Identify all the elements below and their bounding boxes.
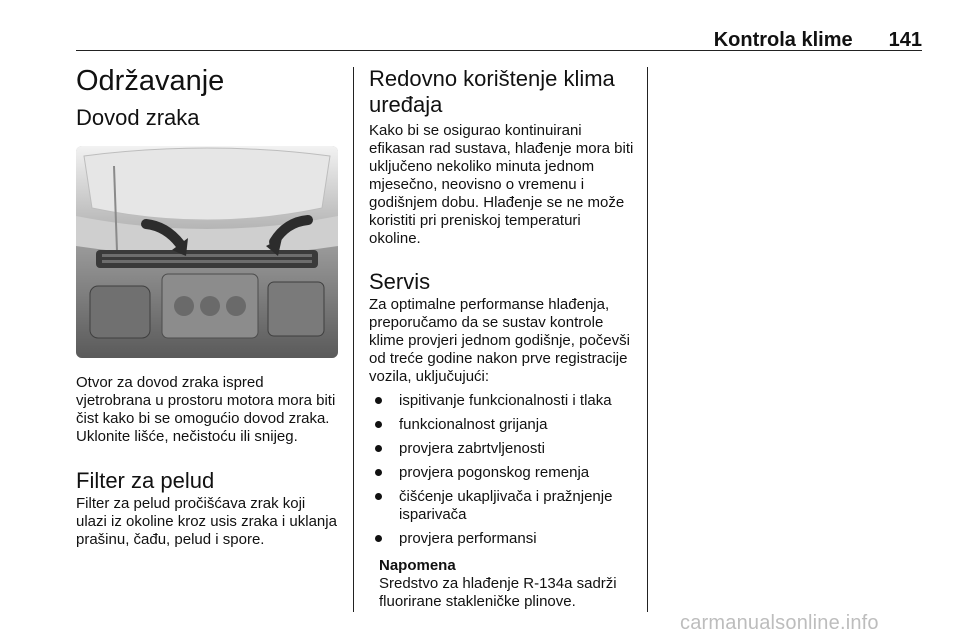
header-chapter-title: Kontrola klime — [713, 28, 853, 51]
column-divider-right — [647, 67, 648, 612]
bullet-icon — [375, 445, 382, 452]
page-header — [76, 28, 922, 52]
engine-bay-photo — [76, 146, 338, 358]
bullet-icon — [375, 493, 382, 500]
section-title-pollen-filter: Filter za pelud — [76, 468, 215, 493]
air-intake-body: Otvor za dovod zraka ispred vjetrobrana u prostoru motora mora biti čist kako bi se omogućio dovod zraka. Uklonite lišće, nečistoću ili snijeg. — [76, 374, 336, 445]
bullet-icon — [375, 421, 382, 428]
note-box — [379, 557, 635, 611]
service-checklist — [369, 392, 635, 548]
regular-use-body: Kako bi se osigurao kontinuirani efikasan rad sustava, hlađenje mora biti uključeno nekoliko minuta jednom mjesečno, neovisno o vremenu i godišnjem dobu. Hlađenje se ne može koristiti pri preniskoj temperaturi okoline. — [369, 122, 634, 247]
page-number: 141 — [888, 28, 922, 51]
left-column — [76, 64, 338, 549]
list-item: čišćenje ukapljivača i pražnjenje isparivača — [369, 488, 635, 524]
list-item: provjera pogonskog remenja — [369, 464, 635, 482]
bullet-icon — [375, 535, 382, 542]
section-title-regular-use: Redovno korištenje klima uređaja — [369, 66, 615, 117]
list-item: ispitivanje funkcionalnosti i tlaka — [369, 392, 635, 410]
bullet-icon — [375, 397, 382, 404]
bullet-icon — [375, 469, 382, 476]
section-title-service: Servis — [369, 269, 431, 294]
section-title-air-intake: Dovod zraka — [76, 105, 200, 130]
watermark: carmanualsonline.info — [680, 612, 879, 634]
column-divider-left — [353, 67, 354, 612]
pollen-filter-body: Filter za pelud pročišćava zrak koji ulazi iz okoline kroz usis zraka i uklanja prašinu, čađu, pelud i spore. — [76, 495, 337, 548]
list-item: provjera zabrtvljenosti — [369, 440, 635, 458]
list-item: provjera performansi — [369, 530, 635, 548]
chapter-title: Održavanje — [76, 65, 225, 97]
list-item: funkcionalnost grijanja — [369, 416, 635, 434]
right-column — [369, 66, 635, 611]
note-body: Sredstvo za hlađenje R-134a sadrži fluorirane stakleničke plinove. — [379, 575, 617, 610]
note-title: Napomena — [379, 557, 456, 574]
service-body: Za optimalne performanse hlađenja, preporučamo da se sustav kontrole klime provjeri jednom godišnje, počevši od treće godine nakon prve registracije vozila, uključujući: — [369, 296, 630, 385]
header-rule — [76, 50, 922, 51]
